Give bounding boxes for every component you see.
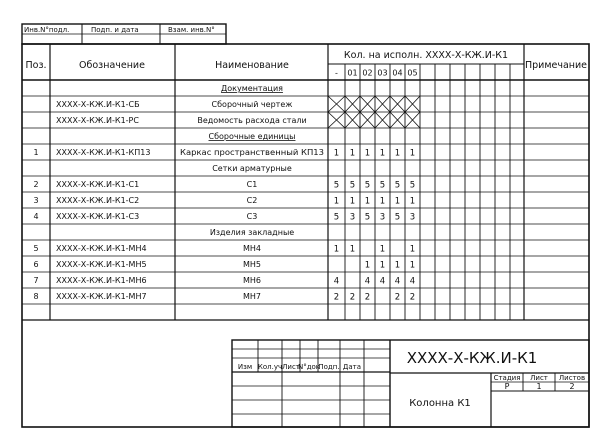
row-quantities [334,245,415,255]
row-name: Каркас пространственный КП13 [180,148,324,157]
qty-cell: 1 [333,196,340,207]
row-pos: 8 [33,292,39,301]
designation-header: Обозначение [79,60,145,71]
row-name: С1 [246,180,258,189]
qty-cell: 1 [394,148,401,159]
name-header: Наименование [215,60,289,71]
qty-cell: 5 [394,180,401,191]
row-designation: ХХХХ-Х-КЖ.И-К1-С3 [56,212,140,221]
rev-header: Подп. [318,363,340,371]
qty-cell: 1 [409,260,416,271]
section-heading: Документация [221,84,283,93]
row-designation: ХХХХ-Х-КЖ.И-К1-КП13 [56,148,151,157]
note-header: Примечание [524,60,588,71]
row-name: МН5 [242,260,262,269]
qty-cell: 5 [379,180,386,191]
variant-header: 02 [362,68,373,78]
qty-cell: 1 [364,148,371,159]
row-quantities [334,213,415,223]
row-name: МН4 [242,244,262,253]
qty-cell: 3 [379,212,386,223]
row-name: Сборочный чертеж [211,100,293,109]
sheets-label: Листов [558,374,586,382]
qty-cell: 1 [409,196,416,207]
stage-label: Стадия [493,374,521,382]
qty-cell: 1 [394,196,401,207]
variant-header: 01 [347,68,358,78]
section-heading: Сетки арматурные [212,164,292,173]
row-quantities [334,197,415,207]
row-designation: ХХХХ-Х-КЖ.И-К1-С2 [56,196,140,205]
sheet-label: Лист [530,374,548,382]
qty-cell: 3 [409,212,416,223]
row-designation: ХХХХ-Х-КЖ.И-К1-СБ [56,100,140,109]
qty-cell: 4 [394,276,401,287]
row-pos: 3 [33,196,39,205]
object-name: Колонна К1 [409,398,471,409]
stage-value: Р [504,382,510,391]
rev-header: Дата [342,363,362,371]
row-name: МН7 [242,292,262,301]
variant-header: 04 [392,68,403,78]
variant-header: 05 [407,68,418,78]
row-name: МН6 [242,276,262,285]
pos-header: Поз. [25,60,47,71]
row-quantities [334,277,415,287]
qty-cell: 2 [409,292,416,303]
variant-header: - [335,68,338,78]
rev-header: Кол.уч [257,363,283,371]
qty-cell: 2 [364,292,371,303]
qty-cell: 3 [349,212,356,223]
quantity-header: Кол. на исполн. ХХХХ-Х-КЖ.И-К1 [343,50,509,61]
qty-cell: 1 [333,148,340,159]
qty-cell: 4 [379,276,386,287]
row-name: С3 [246,212,258,221]
qty-cell: 1 [379,244,386,255]
section-heading: Сборочные единицы [208,132,296,141]
sheets-value: 2 [569,382,575,391]
qty-cell: 5 [349,180,356,191]
qty-cell: 1 [364,260,371,271]
row-pos: 2 [33,180,39,189]
row-quantities [334,293,415,303]
document-code: ХХХХ-Х-КЖ.И-К1 [406,349,538,367]
qty-cell: 2 [394,292,401,303]
qty-cell: 1 [364,196,371,207]
row-pos: 7 [33,276,39,285]
row-designation: ХХХХ-Х-КЖ.И-К1-РС [56,116,139,125]
qty-cell: 1 [349,148,356,159]
row-designation: ХХХХ-Х-КЖ.И-К1-С1 [56,180,140,189]
qty-cell: 1 [394,260,401,271]
qty-cell: 1 [379,148,386,159]
row-quantities [334,149,415,159]
rev-header: N°док [297,363,321,371]
qty-cell: 5 [409,180,416,191]
rev-header: Изм [237,363,253,371]
revision-headers [238,363,361,371]
qty-cell: 5 [333,212,340,223]
qty-cell: 1 [349,196,356,207]
row-pos: 5 [33,244,39,253]
sheet-value: 1 [536,382,542,391]
sign-date-label: Подп. и дата [91,26,139,34]
rev-header: Лист [282,363,300,371]
qty-cell: 5 [333,180,340,191]
qty-cell: 4 [364,276,371,287]
row-name: Ведомость расхода стали [197,116,307,125]
row-pos: 4 [33,212,39,221]
row-quantities [334,181,415,191]
qty-cell: 4 [333,276,340,287]
qty-cell: 2 [333,292,340,303]
qty-cell: 5 [394,212,401,223]
qty-cell: 1 [409,244,416,255]
row-designation: ХХХХ-Х-КЖ.И-К1-МН4 [56,244,147,253]
row-pos: 6 [33,260,39,269]
qty-cell: 5 [364,180,371,191]
qty-cell: 2 [349,292,356,303]
qty-cell: 1 [333,244,340,255]
row-designation: ХХХХ-Х-КЖ.И-К1-МН7 [56,292,147,301]
row-pos: 1 [33,148,39,157]
replaced-inv-label: Взам. инв.N° [168,26,215,34]
row-designation: ХХХХ-Х-КЖ.И-К1-МН5 [56,260,147,269]
row-name: С2 [246,196,258,205]
qty-cell: 1 [379,196,386,207]
qty-cell: 1 [349,244,356,255]
row-designation: ХХХХ-Х-КЖ.И-К1-МН6 [56,276,147,285]
inv-no-label: Инв.N°подл. [24,26,70,34]
qty-cell: 5 [364,212,371,223]
qty-cell: 1 [409,148,416,159]
section-heading: Изделия закладные [209,228,295,237]
qty-cell: 4 [409,276,416,287]
qty-cell: 1 [379,260,386,271]
variant-header: 03 [377,68,388,78]
